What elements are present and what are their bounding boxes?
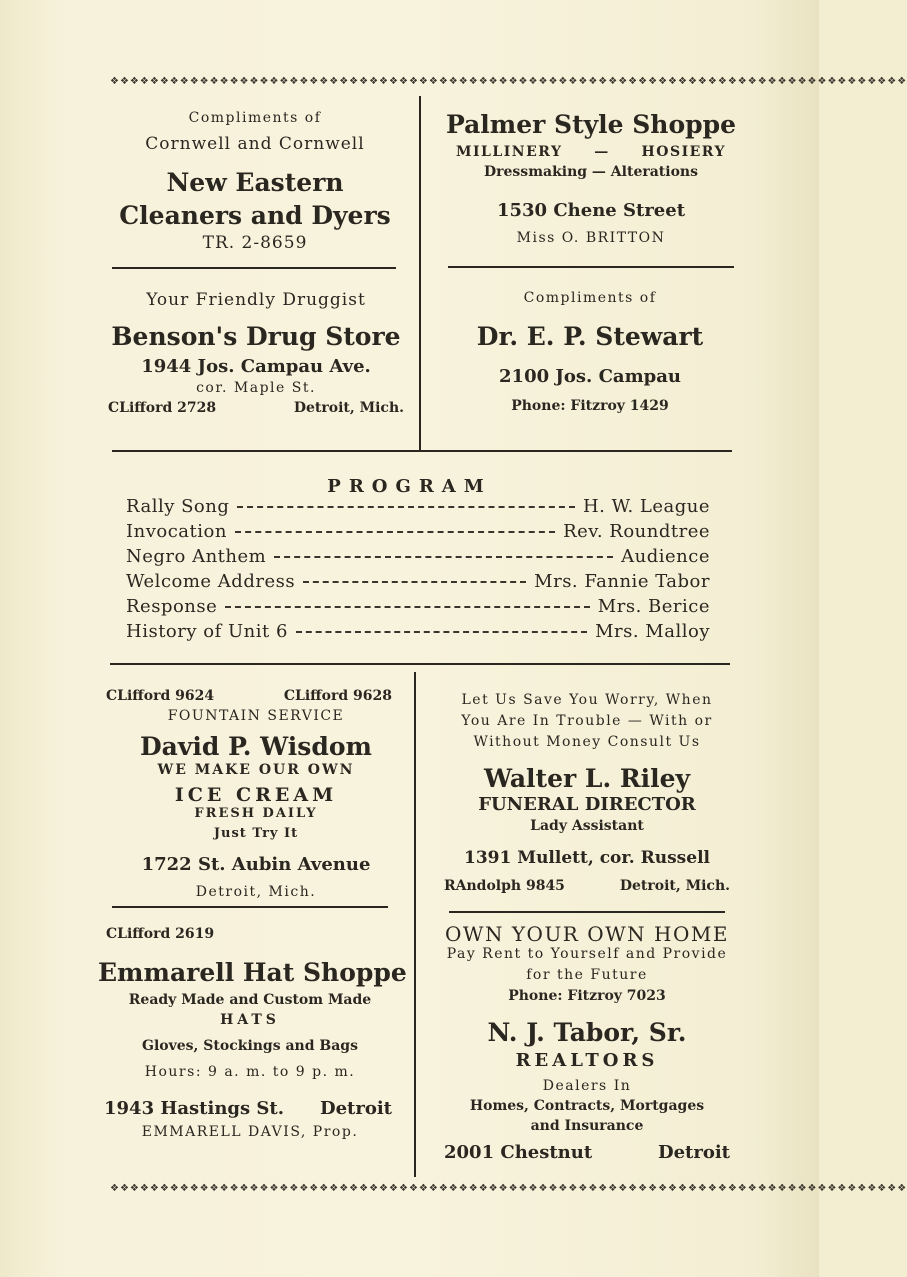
- palmer-ad: [440, 110, 742, 246]
- wisdom-try: Just Try It: [213, 826, 299, 841]
- tabor-title: REALTORS: [515, 1050, 659, 1071]
- program-event: Response: [126, 596, 218, 617]
- program-item: [126, 521, 710, 546]
- emmarell-owner: EMMARELL DAVIS, Prop.: [141, 1124, 359, 1140]
- emmarell-name: Emmarell Hat Shoppe: [98, 958, 407, 987]
- program-performer: Audience: [621, 546, 710, 567]
- bottom-border: ❖❖❖❖❖❖❖❖❖❖❖❖❖❖❖❖❖❖❖❖❖❖❖❖❖❖❖❖❖❖❖❖❖❖❖❖❖❖❖❖❖❖❖❖❖❖❖❖❖❖❖❖❖❖❖❖❖❖❖❖❖❖❖❖❖❖❖❖❖❖❖❖❖❖❖❖❖❖❖❖: [110, 1183, 907, 1194]
- program-leader: [225, 606, 590, 608]
- divider-left-bottom: [112, 906, 388, 908]
- tabor-ad: [434, 922, 740, 1163]
- cornwell-business-line1: New Eastern: [166, 168, 344, 197]
- emmarell-city: Detroit: [319, 1098, 392, 1119]
- emmarell-phone: CLifford 2619: [106, 926, 215, 942]
- benson-ad: [108, 290, 404, 416]
- program-leader: [274, 556, 613, 558]
- program-performer: Mrs. Malloy: [595, 621, 710, 642]
- palmer-name: Palmer Style Shoppe: [445, 110, 737, 139]
- wisdom-phone2: CLifford 9628: [283, 688, 392, 704]
- stewart-phone: Phone: Fitzroy 1429: [511, 398, 669, 414]
- wisdom-phone1: CLifford 9624: [106, 688, 215, 704]
- divider-below-program: [110, 663, 730, 665]
- tabor-name: N. J. Tabor, Sr.: [487, 1018, 687, 1047]
- benson-name: Benson's Drug Store: [111, 322, 401, 351]
- program-performer: Rev. Roundtree: [563, 521, 710, 542]
- riley-ad: [434, 692, 740, 894]
- palmer-services: Dressmaking — Alterations: [484, 164, 698, 180]
- program-item: [126, 571, 710, 596]
- upper-column-divider: [419, 96, 421, 450]
- riley-address: 1391 Mullett, cor. Russell: [464, 848, 710, 868]
- program-event: History of Unit 6: [126, 621, 288, 642]
- benson-corner: cor. Maple St.: [196, 380, 316, 396]
- tabor-phone: Phone: Fitzroy 7023: [508, 988, 666, 1004]
- program-performer: Mrs. Berice: [597, 596, 710, 617]
- tabor-text1: Pay Rent to Yourself and Provide: [446, 946, 728, 962]
- wisdom-city: Detroit, Mich.: [195, 884, 317, 900]
- emmarell-items: Gloves, Stockings and Bags: [142, 1038, 358, 1054]
- wisdom-address: 1722 St. Aubin Avenue: [141, 854, 371, 875]
- program-item: [126, 621, 710, 646]
- wisdom-icecream: ICE CREAM: [174, 784, 338, 806]
- program-item: [126, 596, 710, 621]
- palmer-owner: Miss O. BRITTON: [516, 230, 666, 246]
- riley-name: Walter L. Riley: [483, 764, 691, 793]
- palmer-hosiery: HOSIERY: [641, 144, 726, 160]
- riley-assistant: Lady Assistant: [530, 818, 644, 834]
- stewart-name: Dr. E. P. Stewart: [476, 322, 704, 351]
- wisdom-make: WE MAKE OUR OWN: [157, 762, 355, 778]
- divider-right-top: [448, 266, 734, 268]
- tabor-dealers: Dealers In: [542, 1078, 632, 1094]
- emmarell-hats: HATS: [220, 1012, 280, 1028]
- emmarell-made: Ready Made and Custom Made: [128, 992, 372, 1008]
- wisdom-fresh: FRESH DAILY: [194, 806, 318, 821]
- lower-column-divider: [414, 672, 416, 1177]
- wisdom-service: FOUNTAIN SERVICE: [167, 708, 345, 724]
- benson-tagline: Your Friendly Druggist: [146, 290, 366, 310]
- tabor-items2: and Insurance: [530, 1118, 644, 1134]
- benson-phone: CLifford 2728: [108, 400, 217, 416]
- riley-text3: Without Money Consult Us: [473, 734, 701, 750]
- riley-title: FUNERAL DIRECTOR: [478, 794, 696, 815]
- wisdom-name: David P. Wisdom: [140, 732, 372, 761]
- program-leader: [303, 581, 526, 583]
- tabor-city: Detroit: [657, 1142, 730, 1163]
- tabor-headline: OWN YOUR OWN HOME: [445, 922, 729, 946]
- program-item: [126, 496, 710, 521]
- program-performer: Mrs. Fannie Tabor: [534, 571, 710, 592]
- palmer-address: 1530 Chene Street: [496, 200, 686, 221]
- riley-text1: Let Us Save You Worry, When: [461, 692, 713, 708]
- program-event: Negro Anthem: [126, 546, 267, 567]
- program-event: Invocation: [126, 521, 227, 542]
- cornwell-ad: [112, 110, 398, 253]
- wisdom-ad: [106, 688, 406, 900]
- riley-text2: You Are In Trouble — With or: [461, 713, 713, 729]
- program-event: Welcome Address: [126, 571, 296, 592]
- stewart-address: 2100 Jos. Campau: [499, 366, 681, 387]
- tabor-text2: for the Future: [526, 967, 648, 983]
- riley-city: Detroit, Mich.: [619, 878, 730, 894]
- palmer-millinery: MILLINERY: [456, 144, 563, 160]
- palmer-dash: —: [594, 144, 610, 160]
- program-leader: [237, 506, 575, 508]
- top-border: ❖❖❖❖❖❖❖❖❖❖❖❖❖❖❖❖❖❖❖❖❖❖❖❖❖❖❖❖❖❖❖❖❖❖❖❖❖❖❖❖❖❖❖❖❖❖❖❖❖❖❖❖❖❖❖❖❖❖❖❖❖❖❖❖❖❖❖❖❖❖❖❖❖❖❖❖❖❖❖❖: [110, 76, 907, 87]
- cornwell-compliments: Compliments of: [188, 110, 322, 126]
- program-performer: H. W. League: [582, 496, 710, 517]
- emmarell-hours: Hours: 9 a. m. to 9 p. m.: [144, 1064, 356, 1080]
- emmarell-address: 1943 Hastings St.: [104, 1098, 284, 1119]
- divider-left-top: [112, 267, 396, 269]
- program-event: Rally Song: [126, 496, 230, 517]
- benson-address: 1944 Jos. Campau Ave.: [141, 356, 371, 377]
- cornwell-business-line2: Cleaners and Dyers: [119, 201, 391, 230]
- stewart-compliments: Compliments of: [523, 290, 657, 306]
- emmarell-ad: [98, 926, 407, 1140]
- riley-phone: RAndolph 9845: [444, 878, 565, 894]
- divider-right-bottom: [449, 911, 725, 913]
- benson-city: Detroit, Mich.: [293, 400, 404, 416]
- program-title: PROGRAM: [327, 476, 492, 497]
- program-item: [126, 546, 710, 571]
- stewart-ad: [440, 290, 740, 414]
- tabor-items1: Homes, Contracts, Mortgages: [469, 1098, 705, 1114]
- tabor-address: 2001 Chestnut: [444, 1142, 593, 1163]
- cornwell-phone: TR. 2-8659: [202, 233, 308, 253]
- program-leader: [235, 531, 555, 533]
- cornwell-name: Cornwell and Cornwell: [145, 134, 365, 154]
- program-leader: [296, 631, 587, 633]
- divider-above-program: [112, 450, 732, 452]
